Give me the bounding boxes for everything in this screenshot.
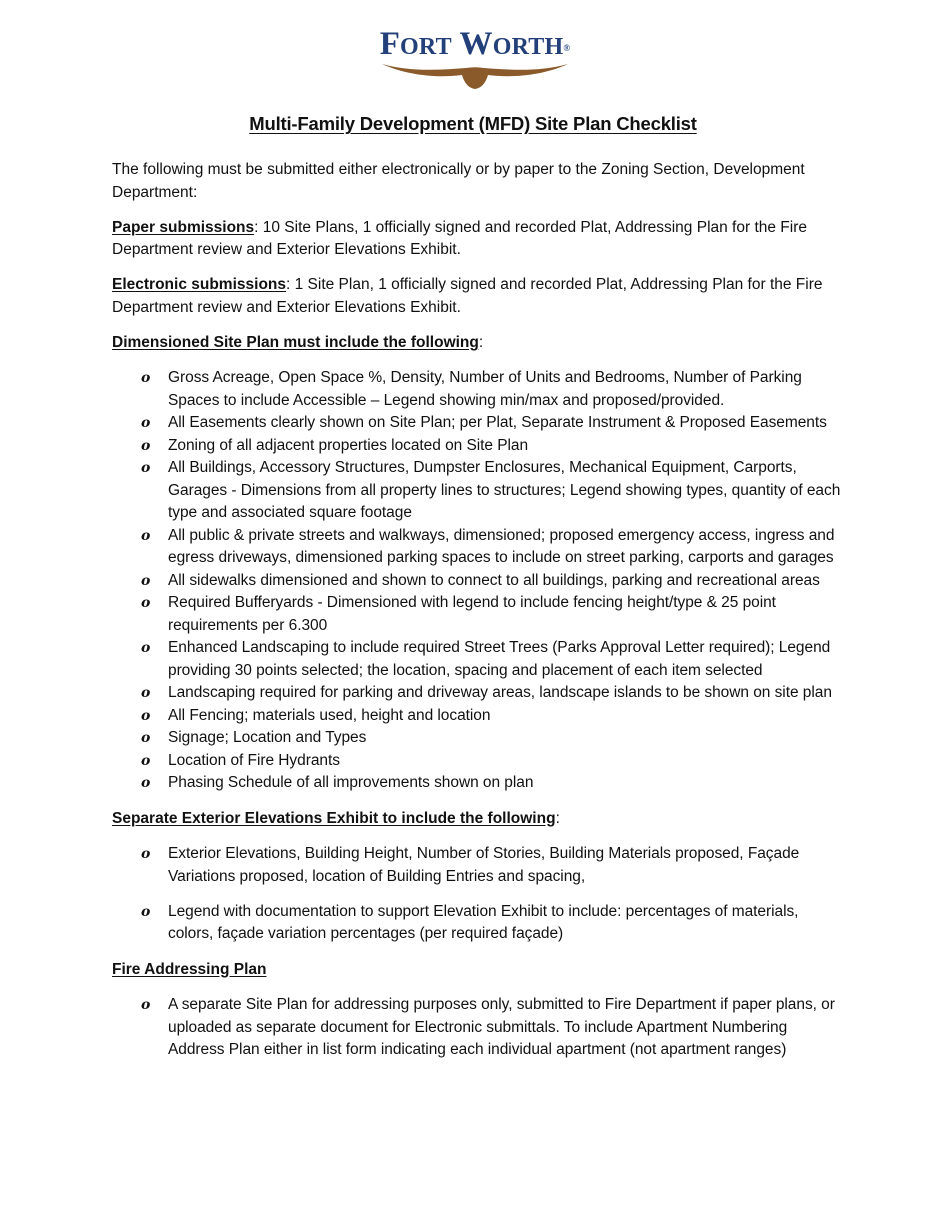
checklist-item-text: All Buildings, Accessory Structures, Dumpster Enclosures, Mechanical Equipment, Carports, Garages - Dimensions from all property lines to structures; Legend showing types, quantity of each type and associated square footage bbox=[168, 459, 841, 521]
bullet-icon: o bbox=[141, 595, 151, 611]
fire-addressing-heading: Fire Addressing Plan bbox=[112, 960, 267, 978]
logo-wordmark: FORT WORTH® bbox=[379, 26, 571, 62]
bullet-icon: o bbox=[141, 775, 151, 791]
checklist-document bbox=[112, 113, 844, 1075]
longhorn-icon bbox=[380, 58, 570, 92]
checklist-item-text: Exterior Elevations, Building Height, Number of Stories, Building Materials proposed, Façade Variations proposed, location of Building Entries and spacing, bbox=[168, 845, 800, 885]
electronic-submissions-paragraph: Electronic submissions: 1 Site Plan, 1 officially signed and recorded Plat, Addressing Plan for the Fire Department review and Exterior Elevations Exhibit. bbox=[112, 276, 823, 316]
intro-paragraph: The following must be submitted either electronically or by paper to the Zoning Section, Development Department: bbox=[112, 161, 805, 201]
site-plan-list bbox=[112, 367, 844, 795]
checklist-item bbox=[112, 367, 844, 412]
checklist-item bbox=[112, 457, 844, 525]
checklist-item bbox=[112, 525, 844, 570]
checklist-item bbox=[112, 412, 844, 435]
checklist-item-text: Required Bufferyards - Dimensioned with legend to include fencing height/type & 25 point requirements per 6.300 bbox=[168, 594, 776, 634]
bullet-icon: o bbox=[141, 997, 151, 1013]
checklist-item bbox=[112, 772, 844, 795]
bullet-icon: o bbox=[141, 460, 151, 476]
checklist-item bbox=[112, 727, 844, 750]
checklist-item-text: All Fencing; materials used, height and location bbox=[168, 706, 491, 724]
checklist-item bbox=[112, 637, 844, 682]
checklist-item bbox=[112, 705, 844, 728]
checklist-item bbox=[112, 570, 844, 593]
checklist-item-text: Signage; Location and Types bbox=[168, 729, 367, 746]
elevations-list bbox=[112, 843, 844, 946]
checklist-item bbox=[112, 435, 844, 458]
electronic-submissions-label: Electronic submissions bbox=[112, 276, 286, 293]
fire-addressing-list bbox=[112, 994, 844, 1062]
bullet-icon: o bbox=[141, 415, 151, 431]
bullet-icon: o bbox=[141, 903, 151, 920]
checklist-item-text: A separate Site Plan for addressing purposes only, submitted to Fire Department if paper plans, or uploaded as separate document for Electronic submittals. To include Apartment Numbering Address Plan either in list form indicating each individual apartment (not apartment ranges) bbox=[168, 996, 835, 1058]
checklist-item-text: All sidewalks dimensioned and shown to connect to all buildings, parking and recreational areas bbox=[168, 571, 820, 589]
checklist-item bbox=[112, 843, 844, 888]
fort-worth-logo bbox=[0, 28, 950, 92]
bullet-icon: o bbox=[141, 572, 151, 589]
checklist-item bbox=[112, 682, 844, 705]
bullet-icon: o bbox=[141, 527, 151, 544]
checklist-item bbox=[112, 592, 844, 637]
checklist-item-text: All Easements clearly shown on Site Plan; per Plat, Separate Instrument & Proposed Easements bbox=[168, 414, 827, 431]
checklist-item bbox=[112, 901, 844, 946]
checklist-item-text: Landscaping required for parking and driveway areas, landscape islands to be shown on site plan bbox=[168, 684, 832, 701]
bullet-icon: o bbox=[141, 730, 151, 746]
bullet-icon: o bbox=[141, 370, 151, 386]
checklist-item-text: Legend with documentation to support Elevation Exhibit to include: percentages of materials, colors, façade variation percentages (per required façade) bbox=[168, 902, 799, 942]
bullet-icon: o bbox=[141, 846, 151, 862]
paper-submissions-label: Paper submissions bbox=[112, 218, 255, 236]
checklist-item-text: All public & private streets and walkways, dimensioned; proposed emergency access, ingress and egress driveways, dimensioned parking spaces to include on street parking, carports and garages bbox=[168, 526, 835, 566]
checklist-item bbox=[112, 750, 844, 773]
checklist-item-text: Gross Acreage, Open Space %, Density, Number of Units and Bedrooms, Number of Parking Spaces to include Accessible – Legend showing min/max and proposed/provided. bbox=[168, 369, 802, 409]
checklist-item bbox=[112, 994, 844, 1062]
checklist-item-text: Zoning of all adjacent properties located on Site Plan bbox=[168, 436, 529, 454]
checklist-item-text: Location of Fire Hydrants bbox=[168, 751, 340, 769]
bullet-icon: o bbox=[141, 640, 151, 656]
paper-submissions-paragraph: Paper submissions: 10 Site Plans, 1 officially signed and recorded Plat, Addressing Plan for the Fire Department review and Exterior Elevations Exhibit. bbox=[112, 218, 808, 258]
bullet-icon: o bbox=[141, 437, 151, 454]
page-title: Multi-Family Development (MFD) Site Plan Checklist bbox=[249, 113, 697, 134]
checklist-item-text: Enhanced Landscaping to include required Street Trees (Parks Approval Letter required); Legend providing 30 points selected; the location, spacing and placement of each item selected bbox=[168, 639, 831, 679]
bullet-icon: o bbox=[141, 707, 151, 724]
bullet-icon: o bbox=[141, 685, 151, 701]
bullet-icon: o bbox=[141, 752, 151, 769]
site-plan-heading: Dimensioned Site Plan must include the following: bbox=[112, 333, 484, 351]
checklist-item-text: Phasing Schedule of all improvements shown on plan bbox=[168, 774, 534, 791]
elevations-heading: Separate Exterior Elevations Exhibit to include the following: bbox=[112, 809, 560, 827]
